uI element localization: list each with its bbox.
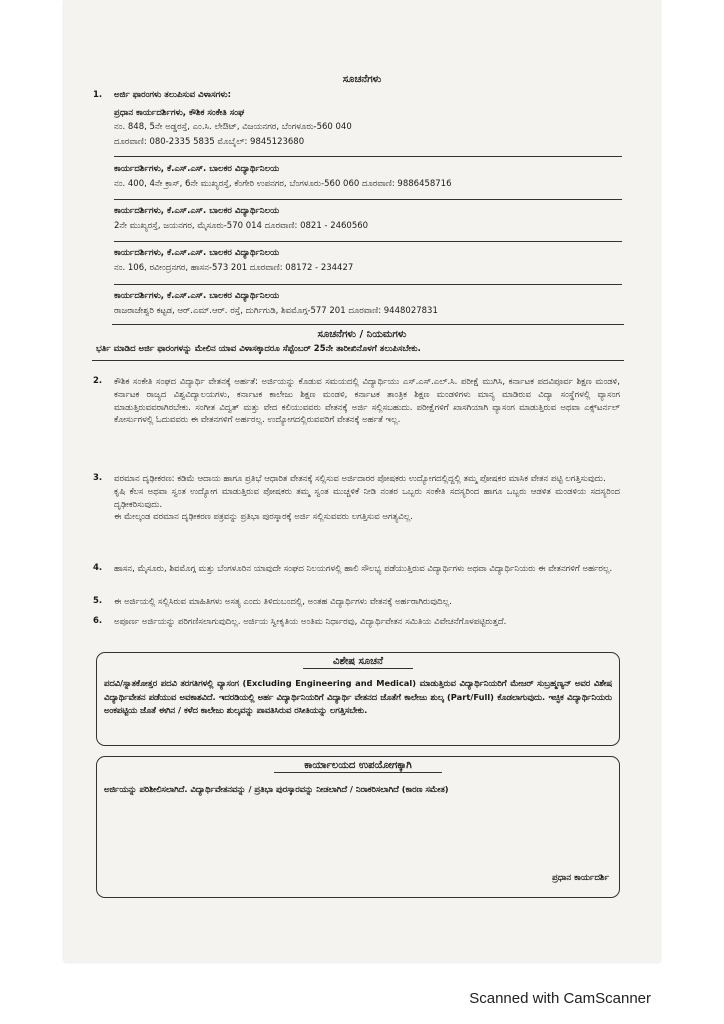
rule-item-4: ಹಾಸನ, ಮೈಸೂರು, ಶಿವಮೊಗ್ಗ ಮತ್ತು ಬೆಂಗಳೂರಿನ ಯಾವುದೇ ಸಂಘದ ನಿಲಯಗಳಲ್ಲಿ ಹಾಲಿ ಸೌಲಭ್ಯ ಪಡೆಯುತ್ತಿರುವ ವಿದ್ಯಾರ್ಥಿಗಳು ಅಥವಾ ವಿದ್ಯಾರ್ಥಿನಿಯರು ಈ ವೇತನಗಳಿಗೆ ಅರ್ಹರಲ್ಲ. <box>114 564 613 574</box>
address-2-line-1: ಕಾರ್ಯದರ್ಶಿಗಳು, ಕೆ.ಎಸ್.ಎಸ್. ಬಾಲಕರ ವಿದ್ಯಾರ್ಥಿನಿಲಯ <box>114 164 280 174</box>
address-1-line-2: ನಂ. 848, 5ನೇ ಅಡ್ಡರಸ್ತೆ, ಎಂ.ಸಿ. ಲೇಔಟ್, ವಿಜಯನಗರ, ಬೆಂಗಳೂರು-560 040 <box>114 122 352 132</box>
document-page <box>64 0 660 962</box>
address-5-line-2: ರಾಜರಾಜೇಶ್ವರಿ ಕಟ್ಟಡ, ಆರ್.ಎಮ್.ಆರ್. ರಸ್ತೆ, ದುರ್ಗಿಗುಡಿ, ಶಿವಮೊಗ್ಗ-577 201 ದೂರವಾಣಿ: 9448027831 <box>114 306 438 316</box>
rule-item-2: ಕೌಶಿಕ ಸಂಕೇತಿ ಸಂಘದ ವಿದ್ಯಾರ್ಥಿ ವೇತನಕ್ಕೆ ಅರ್ಹತೆ: ಅರ್ಜಿಯನ್ನು ಕೊಡುವ ಸಮಯದಲ್ಲಿ ವಿದ್ಯಾರ್ಥಿಯು ಎಸ್.ಎಸ್.ಎಲ್.ಸಿ. ಪರೀಕ್ಷೆ ಮುಗಿಸಿ, ಕರ್ನಾಟಕ ಪದವಿಪೂರ್ವ ಶಿಕ್ಷಣ ಮಂಡಳಿ, ಕರ್ನಾಟಕ ರಾಜ್ಯದ ವಿಶ್ವವಿದ್ಯಾಲಯಗಳು, ಕರ್ನಾಟಕ ಕಾಲೇಜು ಶಿಕ್ಷಣ ಮಂಡಳಿ, ಕರ್ನಾಟಕ ತಾಂತ್ರಿಕ ಶಿಕ್ಷಣ ಮಂಡಳಿಗಳು ಮಾನ್ಯ ಮಾಡಿರುವ ವಿದ್ಯಾ ಸಂಸ್ಥೆಗಳಲ್ಲಿ ವ್ಯಾಸಂಗ ಮಾಡುತ್ತಿರುವವರಾಗಿರಬೇಕು. ಸಂಗೀತ ವಿದ್ವತ್ ಮತ್ತು ವೇದ ಕಲಿಯುವವರು ವೇತನಕ್ಕೆ ಅರ್ಜಿ ಸಲ್ಲಿಸಬಹುದು. ಪರೀಕ್ಷೆಗಳಿಗೆ ಖಾಸಗಿಯಾಗಿ ವ್ಯಾಸಂಗ ಮಾಡುತ್ತಿರುವ ಅಥವಾ ಎಕ್ಸ್‌ಟರ್ನಲ್ ಕೋರ್ಸುಗಳಲ್ಲಿ ಓದುವವರು ಈ ವೇತನಗಳಿಗೆ ಅರ್ಹರಲ್ಲ. ಉದ್ಯೋಗದಲ್ಲಿರುವವರಿಗೆ ವೇತನಕ್ಕೆ ಅರ್ಹತೆ ಇಲ್ಲ. <box>114 377 620 426</box>
divider <box>92 360 624 361</box>
item-number: 5. <box>93 596 103 606</box>
signature-label: ಪ್ರಧಾನ ಕಾರ್ಯದರ್ಶಿ <box>552 873 609 883</box>
office-use-title: ಕಾರ್ಯಾಲಯದ ಉಪಯೋಗಕ್ಕಾಗಿ <box>274 760 441 773</box>
address-3-line-2: 2ನೇ ಮುಖ್ಯರಸ್ತೆ, ಜಯನಗರ, ಮೈಸೂರು-570 014 ದೂರವಾಣಿ: 0821 - 2460560 <box>114 221 369 231</box>
special-note-box <box>96 652 620 746</box>
divider <box>114 199 622 200</box>
office-use-text: ಅರ್ಜಿಯನ್ನು ಪರಿಶೀಲಿಸಲಾಗಿದೆ. ವಿದ್ಯಾರ್ಥಿವೇತನವನ್ನು / ಪ್ರತಿಭಾ ಪುರಸ್ಕಾರವನ್ನು ನೀಡಲಾಗಿದೆ / ನಿರಾಕರಿಸಲಾಗಿದೆ (ಕಾರಣ ಸಮೇತ) <box>104 784 449 794</box>
address-2-line-2: ನಂ. 400, 4ನೇ ಕ್ರಾಸ್, 6ನೇ ಮುಖ್ಯರಸ್ತೆ, ಕೆಂಗೇರಿ ಉಪನಗರ, ಬೆಂಗಳೂರು-560 060 ದೂರವಾಣಿ: 9886458716 <box>114 179 452 189</box>
item-number: 2. <box>93 376 103 386</box>
address-5-line-1: ಕಾರ್ಯದರ್ಶಿಗಳು, ಕೆ.ಎಸ್.ಎಸ್. ಬಾಲಕರ ವಿದ್ಯಾರ್ಥಿನಿಲಯ <box>114 291 280 301</box>
special-note-title: ವಿಶೇಷ ಸೂಚನೆ <box>303 656 413 669</box>
address-1-line-3: ದೂರವಾಣಿ: 080-2335 5835 ಮೊಬೈಲ್: 9845123680 <box>114 137 305 147</box>
divider <box>114 284 622 285</box>
deadline-text: ಭರ್ತಿ ಮಾಡಿದ ಅರ್ಜಿ ಫಾರಂಗಳನ್ನು ಮೇಲಿನ ಯಾವ ವಿಳಾಸಕ್ಕಾದರೂ ಸೆಪ್ಟೆಂಬರ್ 25ನೇ ತಾರೀಖಿನೊಳಗೆ ತಲುಪಿಸಬೇಕು. <box>96 344 421 354</box>
rule-item-3: ವರಮಾನ ದೃಢೀಕರಣ: ಕಡಿಮೆ ಆದಾಯ ಹಾಗೂ ಪ್ರತಿಭೆ ಆಧಾರಿತ ವೇತನಕ್ಕೆ ಸಲ್ಲಿಸುವ ಅರ್ಜಿದಾರರ ಪೋಷಕರು ಉದ್ಯೋಗದಲ್ಲಿದ್ದಲ್ಲಿ ತಮ್ಮ ಪೋಷಕರ ಮಾಸಿಕ ವೇತನ ಪಟ್ಟಿ ಲಗತ್ತಿಸುವುದು. ಕೃಷಿ ಕೆಲಸ ಅಥವಾ ಸ್ವಂತ ಉದ್ಯೋಗ ಮಾಡುತ್ತಿರುವ ಪೋಷಕರು ತಮ್ಮ ಸ್ವಂತ ಮುಚ್ಚಳಿಕೆ ನೀಡಿ ನಂತರ ಒಬ್ಬರು ಸಂಕೇತಿ ಸದಸ್ಯರಿಂದ ಹಾಗೂ ಒಬ್ಬರು ಆಡಳಿತ ಮಂಡಳಿಯ ಸದಸ್ಯರಿಂದ ದೃಢೀಕರಿಸುವುದು. ಈ ಮೇಲ್ಕಂಡ ವರಮಾನ ದೃಢೀಕರಣ ಪತ್ರವನ್ನು ಪ್ರತಿಭಾ ಪುರಸ್ಕಾರಕ್ಕೆ ಅರ್ಜಿ ಸಲ್ಲಿಸುವವರು ಲಗತ್ತಿಸುವ ಅಗತ್ಯವಿಲ್ಲ. <box>114 474 620 523</box>
divider <box>114 241 622 242</box>
addresses-title: ಅರ್ಜಿ ಫಾರಂಗಳು ತಲುಪಿಸುವ ವಿಳಾಸಗಳು: <box>114 90 231 100</box>
scanner-watermark: Scanned with CamScanner <box>469 990 651 1007</box>
address-4-line-1: ಕಾರ್ಯದರ್ಶಿಗಳು, ಕೆ.ಎಸ್.ಎಸ್. ಬಾಲಕರ ವಿದ್ಯಾರ್ಥಿನಿಲಯ <box>114 248 280 258</box>
office-use-box <box>96 756 620 898</box>
item-number: 4. <box>93 563 103 573</box>
item-number: 3. <box>93 473 103 483</box>
divider <box>114 156 622 157</box>
address-1-line-1: ಪ್ರಧಾನ ಕಾರ್ಯದರ್ಶಿಗಳು, ಕೌಶಿಕ ಸಂಕೇತಿ ಸಂಘ <box>114 108 245 118</box>
special-note-text: ಪದವಿ/ಸ್ನಾತಕೋತ್ತರ ಪದವಿ ತರಗತಿಗಳಲ್ಲಿ ವ್ಯಾಸಂಗ (Excluding Engineering and Medical) ಮಾಡುತ್ತಿರುವ ವಿದ್ಯಾರ್ಥಿನಿಯರಿಗೆ ಮೇಜರ್ ಸುಬ್ರಹ್ಮಣ್ಯನ್ ಅವರ ವಿಶೇಷ ವಿದ್ಯಾರ್ಥಿವೇತನ ಪಡೆಯುವ ಅವಕಾಶವಿದೆ. ಇದರಡಿಯಲ್ಲಿ ಅರ್ಹ ವಿದ್ಯಾರ್ಥಿನಿಯರಿಗೆ ವಿದ್ಯಾರ್ಥಿ ವೇತನದ ಜೊತೆಗೆ ಕಾಲೇಜು ಶುಲ್ಕ (Part/Full) ಕೊಡಲಾಗುವುದು. ಇಚ್ಛಿಕ ವಿದ್ಯಾರ್ಥಿನಿಯರು ಅಂಕಪಟ್ಟಿಯ ಜೊತೆ ಈಗಿನ / ಕಳೆದ ಕಾಲೇಜು ಶುಲ್ಕವನ್ನು ಪಾವತಿಸಿರುವ ರಸೀತಿಯನ್ನು ಲಗತ್ತಿಸಬೇಕು. <box>104 678 612 715</box>
rule-item-6: ಅಪೂರ್ಣ ಅರ್ಜಿಯನ್ನು ಪರಿಗಣಿಸಲಾಗುವುದಿಲ್ಲ. ಅರ್ಜಿಯ ಸ್ವೀಕೃತಿಯ ಅಂತಿಮ ನಿರ್ಧಾರವು, ವಿದ್ಯಾರ್ಥಿವೇತನ ಸಮಿತಿಯ ವಿವೇಚನೆಗೊಳಪಟ್ಟಿರುತ್ತದೆ. <box>114 617 507 627</box>
address-3-line-1: ಕಾರ್ಯದರ್ಶಿಗಳು, ಕೆ.ಎಸ್.ಎಸ್. ಬಾಲಕರ ವಿದ್ಯಾರ್ಥಿನಿಲಯ <box>114 206 280 216</box>
rule-item-5: ಈ ಅರ್ಜಿಯಲ್ಲಿ ಸಲ್ಲಿಸಿರುವ ಮಾಹಿತಿಗಳು ಅಸತ್ಯ ಎಂದು ತಿಳಿದುಬಂದಲ್ಲಿ, ಅಂತಹ ವಿದ್ಯಾರ್ಥಿಗಳು ವೇತನಕ್ಕೆ ಅರ್ಹರಾಗಿರುವುದಿಲ್ಲ. <box>114 597 452 607</box>
notes-heading: ಸೂಚನೆಗಳು <box>342 74 382 85</box>
rules-heading: ಸೂಚನೆಗಳು / ನಿಯಮಗಳು <box>317 329 407 340</box>
item-number: 1. <box>93 90 103 100</box>
divider <box>112 324 624 325</box>
item-number: 6. <box>93 616 103 626</box>
address-4-line-2: ನಂ. 106, ರವೀಂದ್ರನಗರ, ಹಾಸನ-573 201 ದೂರವಾಣಿ: 08172 - 234427 <box>114 263 354 273</box>
